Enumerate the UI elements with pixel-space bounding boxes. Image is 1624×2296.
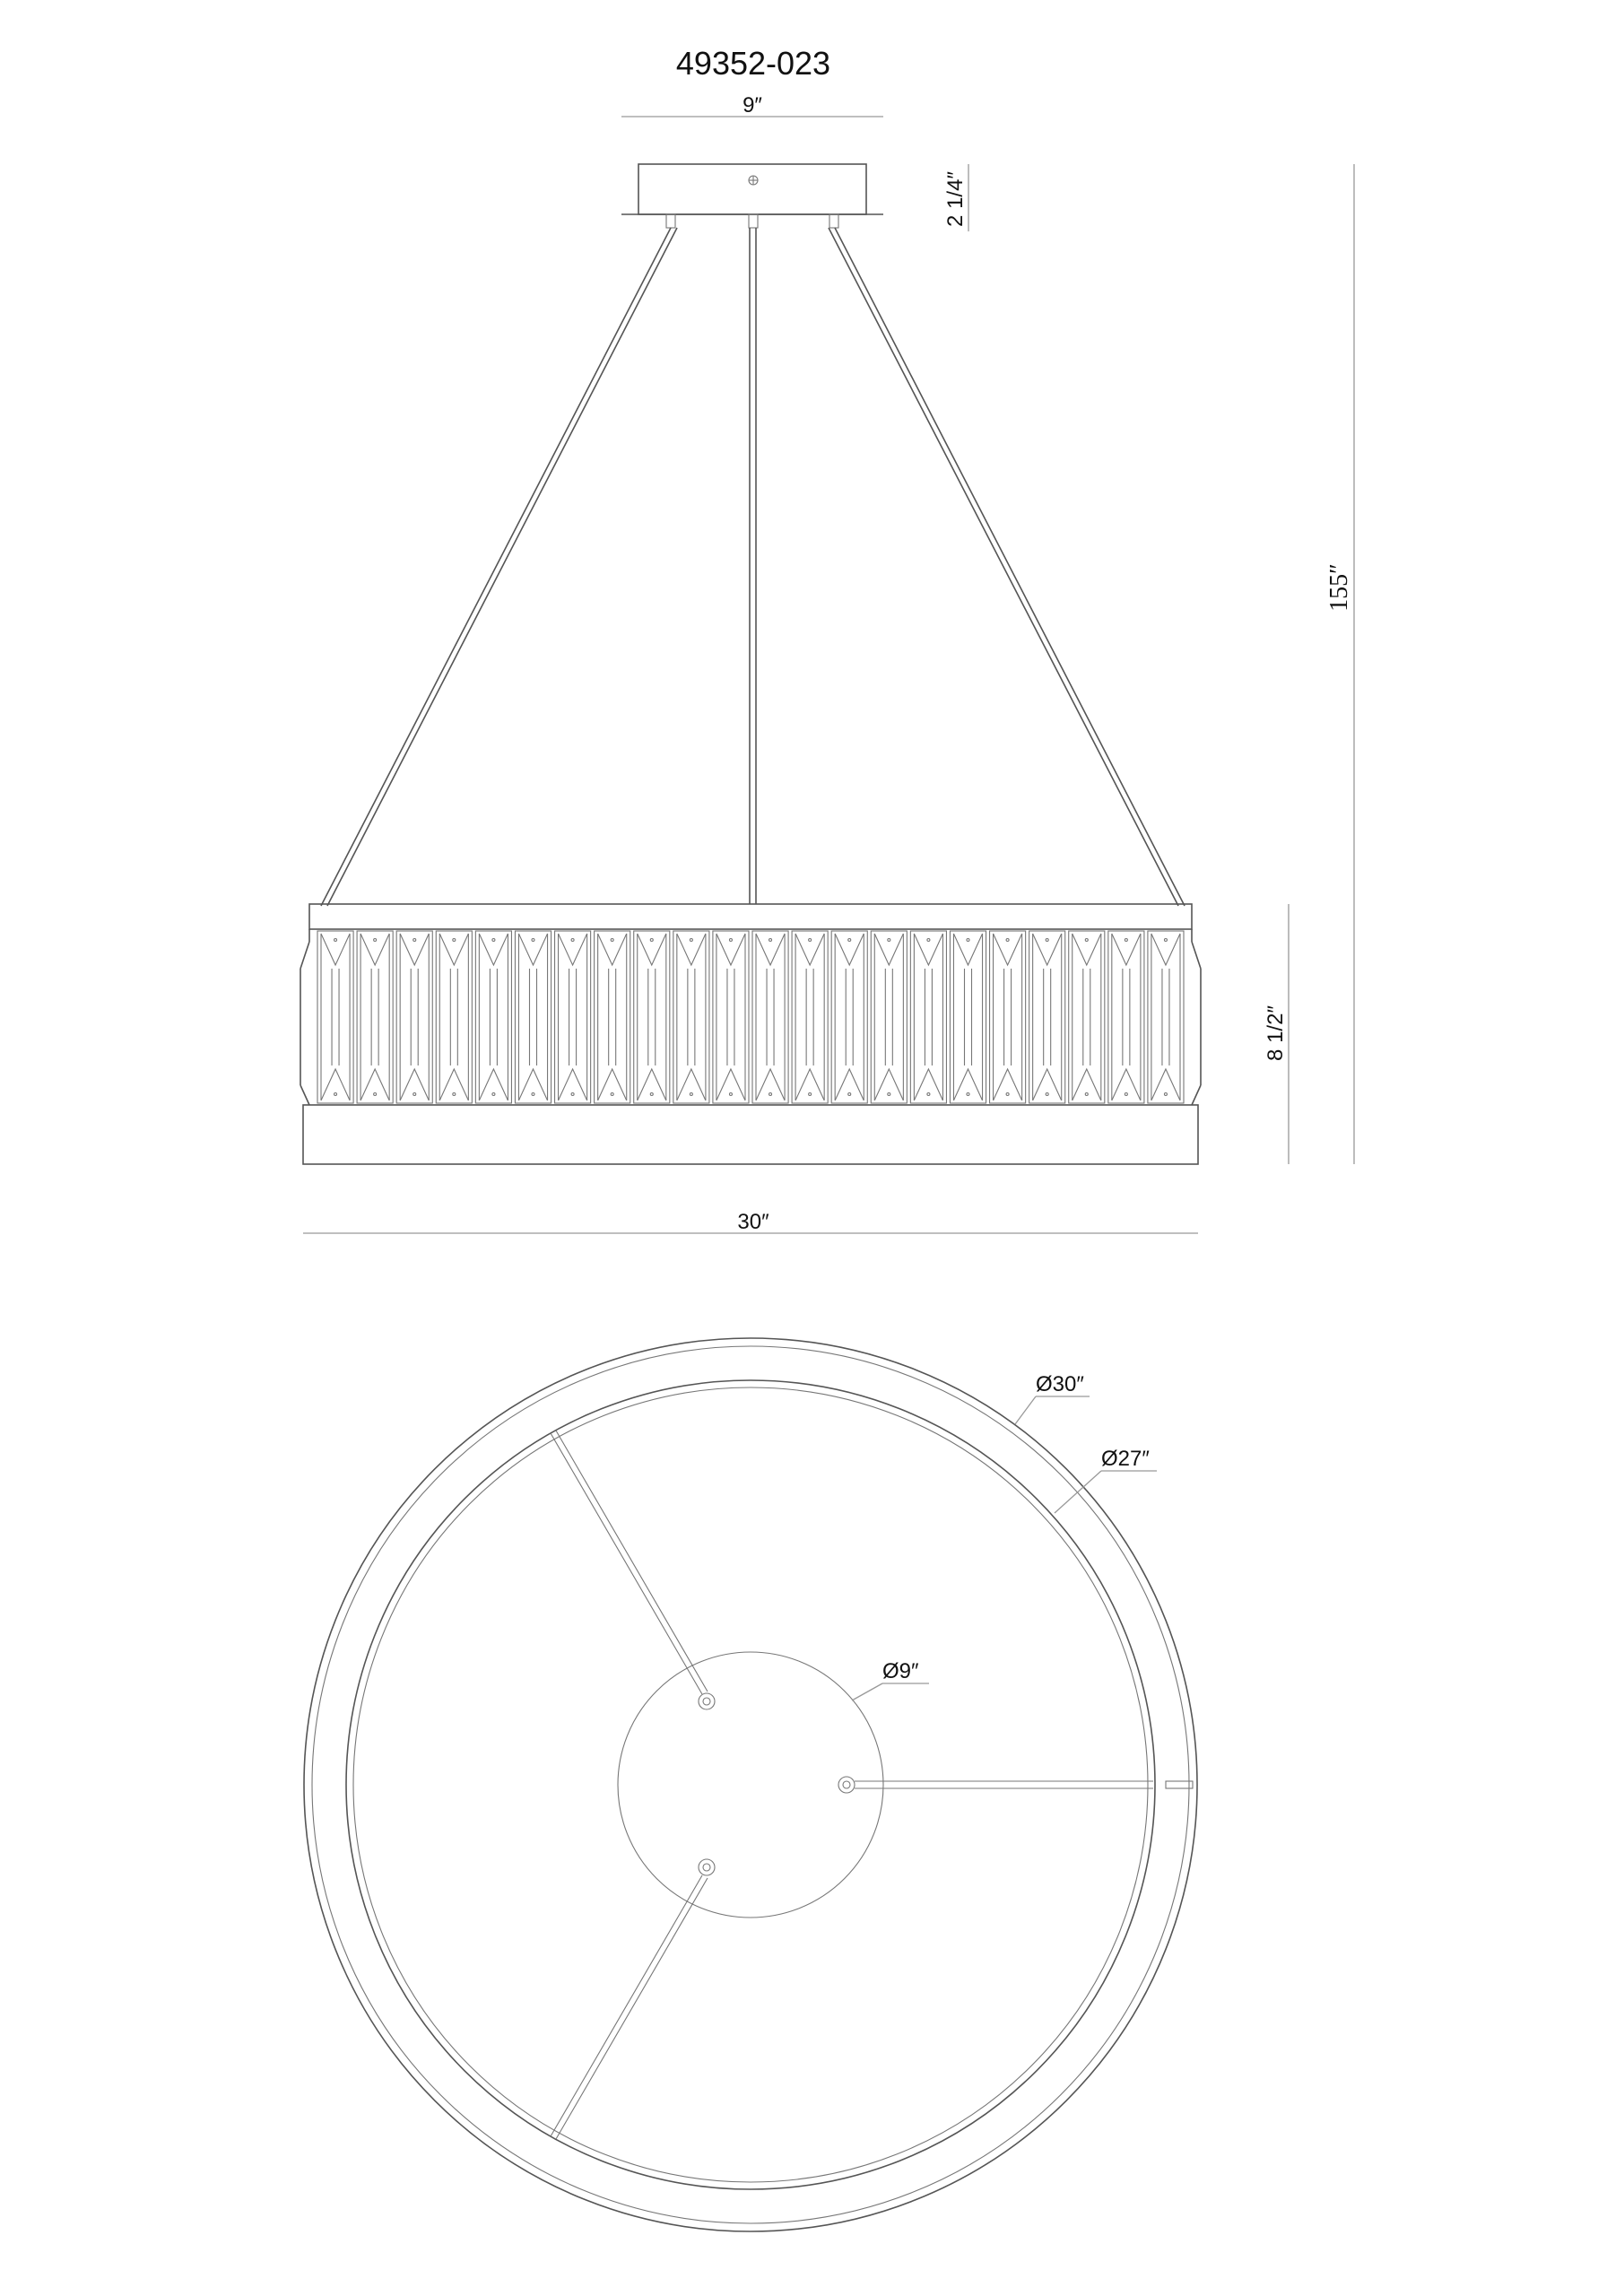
crystal-prism [990, 931, 1026, 1103]
crystal-prism [752, 931, 788, 1103]
canopy [621, 164, 883, 228]
shade-height-label: 8 1/2″ [1264, 1005, 1288, 1061]
mount-point-lower-left-hole [703, 1864, 710, 1871]
inner-ring-outer-edge [346, 1380, 1155, 2189]
crystal-prism [1069, 931, 1105, 1103]
suspension-cables [321, 228, 1185, 906]
crystal-prism [1029, 931, 1065, 1103]
crystal-prism [950, 931, 986, 1103]
canopy-diameter-label: Ø9″ [882, 1659, 919, 1683]
mount-point-upper-left [699, 1693, 715, 1709]
outer-diameter-label: Ø30″ [1036, 1372, 1084, 1396]
crystal-prism [475, 931, 511, 1103]
fixture-body [300, 904, 1201, 1164]
crystal-prism [595, 931, 630, 1103]
crystal-prism [910, 931, 946, 1103]
mount-point-right-hole [843, 1781, 850, 1788]
crystal-prism [634, 931, 670, 1103]
overall-width-label: 30″ [737, 1210, 769, 1234]
mount-point-upper-left-hole [703, 1698, 710, 1705]
mount-point-lower-left [699, 1859, 715, 1875]
crystal-prism [713, 931, 749, 1103]
bottom-band [303, 1105, 1198, 1164]
canopy-width-label: 9″ [743, 93, 762, 117]
crystal-prism [515, 931, 551, 1103]
inner-diameter-label: Ø27″ [1101, 1447, 1150, 1471]
crystal-prism [396, 931, 432, 1103]
model-number: 49352-023 [675, 45, 831, 82]
canopy-plate [618, 1652, 883, 1918]
crystal-prism [436, 931, 472, 1103]
side-elevation [300, 93, 1354, 1234]
crystal-prism [317, 931, 353, 1103]
cable-gripper-left [666, 214, 675, 228]
inner-ring-inner-edge [353, 1387, 1148, 2182]
crystal-prism [357, 931, 393, 1103]
canopy-height-label: 2 1/4″ [943, 171, 968, 227]
overall-height-label: 155″ [1325, 563, 1353, 612]
crystal-band [317, 931, 1184, 1103]
outer-ring-inner-edge [312, 1346, 1189, 2223]
mount-point-right [838, 1777, 855, 1793]
cable-gripper-right [829, 214, 838, 228]
top-band [309, 904, 1192, 929]
outer-ring-outer-edge [304, 1338, 1197, 2231]
crystal-prism [673, 931, 709, 1103]
crystal-prism [1148, 931, 1184, 1103]
crystal-prism [831, 931, 867, 1103]
crystal-prism [871, 931, 907, 1103]
crystal-prism [792, 931, 828, 1103]
cable-gripper-center [749, 214, 758, 228]
crystal-prism [555, 931, 591, 1103]
plan-view [304, 1338, 1197, 2231]
crystal-prism [1108, 931, 1144, 1103]
